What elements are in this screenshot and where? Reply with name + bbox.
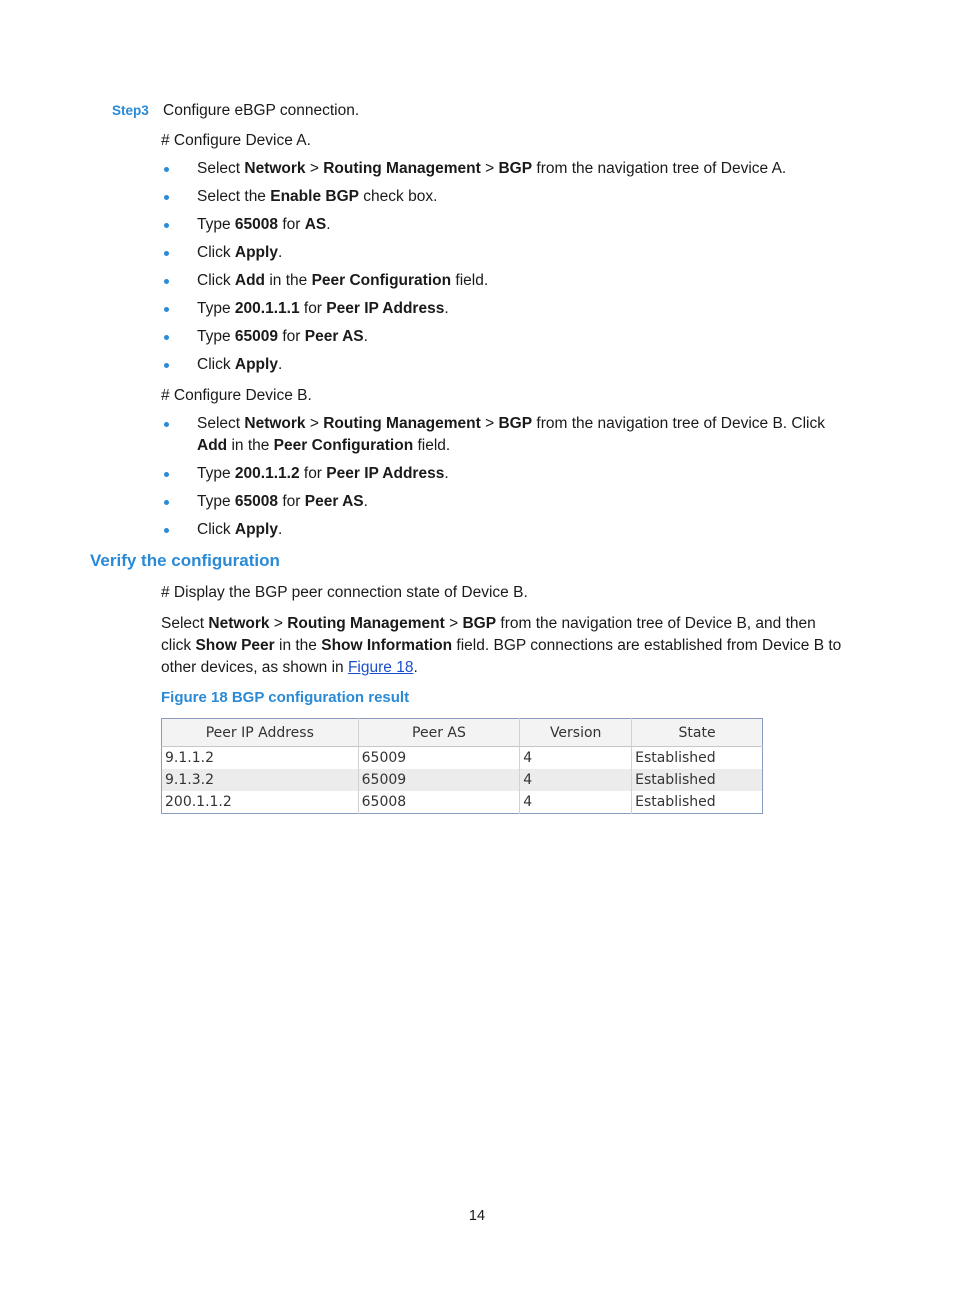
table-header-row bbox=[162, 719, 763, 747]
paragraph-line: other devices, as shown in Figure 18. bbox=[161, 659, 418, 676]
step-text: Configure eBGP connection. bbox=[163, 102, 360, 119]
cell-state: Established bbox=[632, 769, 763, 791]
cell-version: 4 bbox=[520, 791, 632, 814]
device-a-intro: # Configure Device A. bbox=[161, 132, 311, 149]
list-item: Type 200.1.1.1 for Peer IP Address. bbox=[197, 298, 449, 320]
column-header-peer-as[interactable]: Peer AS bbox=[358, 719, 520, 747]
list-item: Type 65008 for AS. bbox=[197, 214, 331, 236]
cell-state: Established bbox=[635, 750, 716, 766]
cell-peer-as: 65008 bbox=[358, 791, 520, 814]
list-item: Type 200.1.1.2 for Peer IP Address. bbox=[197, 463, 449, 485]
list-item: Select Network > Routing Management > BGP from the navigation tree of Device B. Click bbox=[197, 413, 825, 435]
list-item: Click Apply. bbox=[197, 242, 282, 264]
list-item: Click Add in the Peer Configuration field. bbox=[197, 270, 488, 292]
list-item: Type 65009 for Peer AS. bbox=[197, 326, 368, 348]
list-item: Click Apply. bbox=[197, 519, 282, 541]
figure-link[interactable]: Figure 18 bbox=[347, 659, 414, 676]
section-heading: Verify the configuration bbox=[90, 551, 280, 570]
cell-peer-ip: 9.1.3.2 bbox=[162, 769, 359, 791]
cell-peer-ip: 9.1.1.2 bbox=[162, 747, 359, 770]
bgp-peer-table bbox=[161, 718, 763, 814]
column-header-version[interactable]: Version bbox=[520, 719, 632, 747]
cell-version: 4 bbox=[520, 769, 632, 791]
page-number: 14 bbox=[468, 1208, 486, 1224]
table-row[interactable] bbox=[162, 769, 763, 791]
verify-intro: # Display the BGP peer connection state of Device B. bbox=[161, 584, 528, 601]
list-item: Click Apply. bbox=[197, 354, 282, 376]
step-line bbox=[112, 100, 359, 122]
cell-peer-as: 65009 bbox=[358, 769, 520, 791]
list-item: Select the Enable BGP check box. bbox=[197, 186, 437, 208]
list-item-continuation: Add in the Peer Configuration field. bbox=[197, 437, 451, 454]
device-b-intro: # Configure Device B. bbox=[161, 387, 312, 404]
figure-title: Figure 18 BGP configuration result bbox=[161, 689, 410, 706]
column-header-peer-ip[interactable]: Peer IP Address bbox=[162, 719, 359, 747]
cell-peer-as: 65009 bbox=[358, 747, 520, 770]
paragraph-line: click Show Peer in the Show Information field. BGP connections are established from Device B to bbox=[161, 637, 842, 654]
list-item: Type 65008 for Peer AS. bbox=[197, 491, 368, 513]
list-item: Select Network > Routing Management > BGP from the navigation tree of Device A. bbox=[197, 158, 786, 180]
paragraph-line: Select Network > Routing Management > BGP from the navigation tree of Device B, and then bbox=[161, 615, 816, 632]
cell-state: Established bbox=[635, 794, 716, 810]
cell-version: 4 bbox=[520, 747, 632, 770]
column-header-state[interactable]: State bbox=[632, 719, 763, 747]
cell-peer-ip: 200.1.1.2 bbox=[162, 791, 359, 814]
table-row[interactable] bbox=[162, 747, 763, 770]
step-label: Step3 bbox=[112, 103, 149, 118]
table-row[interactable] bbox=[162, 791, 763, 814]
